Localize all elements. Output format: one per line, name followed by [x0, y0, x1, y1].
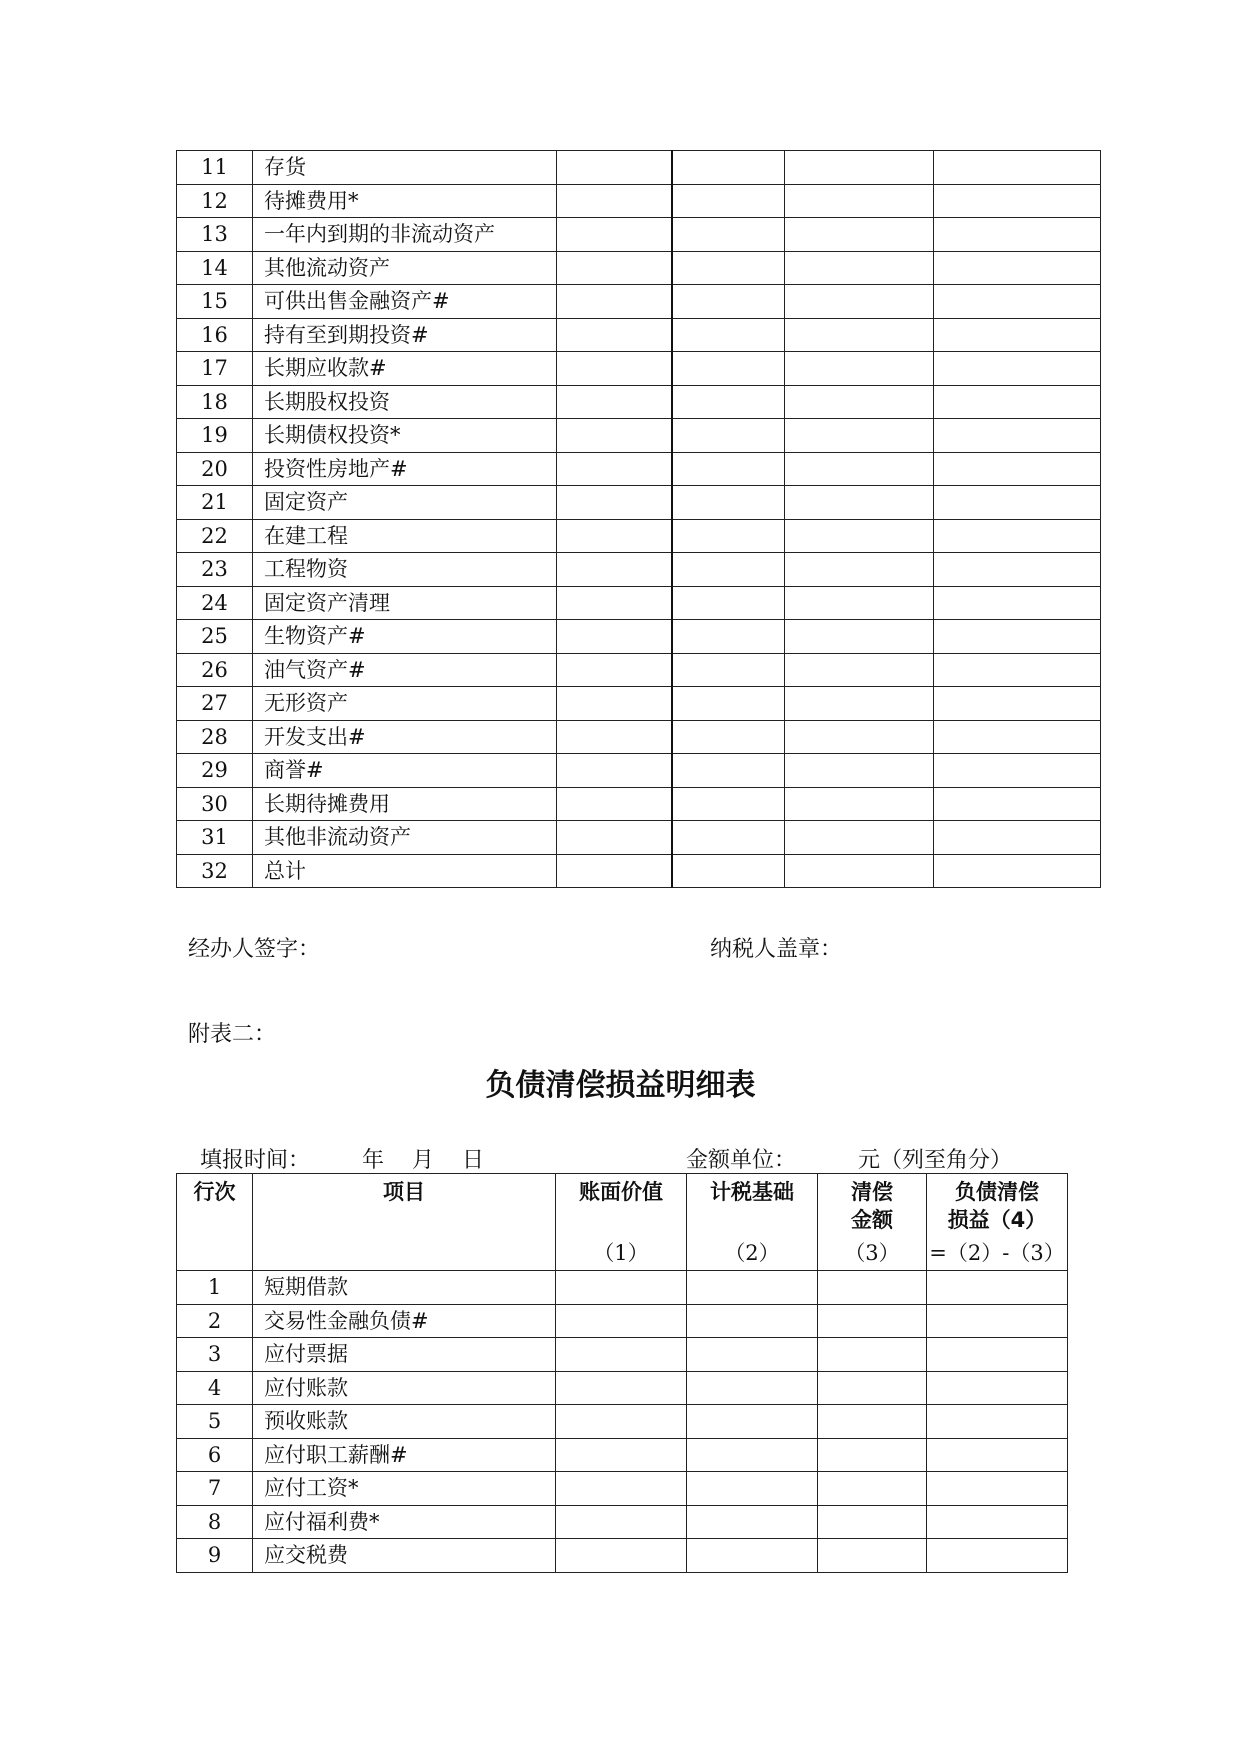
row-item: 商誉#	[253, 754, 557, 788]
value-cell	[785, 787, 934, 821]
value-cell	[557, 218, 672, 252]
row-item: 应付票据	[253, 1338, 556, 1372]
asset-row	[177, 754, 1101, 788]
value-cell	[785, 720, 934, 754]
row-number: 20	[177, 452, 253, 486]
amount-unit-label: 金额单位：	[686, 1148, 797, 1173]
row-number: 9	[177, 1539, 253, 1573]
value-cell	[672, 419, 785, 453]
value-cell	[556, 1304, 687, 1338]
value-cell	[672, 854, 785, 888]
row-item: 长期待摊费用	[253, 787, 557, 821]
value-cell	[687, 1405, 818, 1439]
value-cell	[934, 519, 1101, 553]
value-cell	[785, 285, 934, 319]
row-item: 持有至到期投资#	[253, 318, 557, 352]
value-cell	[556, 1539, 687, 1573]
value-cell	[672, 787, 785, 821]
value-cell	[785, 352, 934, 386]
value-cell	[818, 1438, 927, 1472]
row-item: 应付账款	[253, 1371, 556, 1405]
value-cell	[785, 385, 934, 419]
value-cell	[785, 486, 934, 520]
liability-row	[177, 1472, 1068, 1506]
value-cell	[672, 821, 785, 855]
asset-row	[177, 821, 1101, 855]
header-book-value-label: 账面价值	[579, 1180, 663, 1204]
value-cell	[557, 452, 672, 486]
row-number: 12	[177, 184, 253, 218]
row-item: 应付福利费*	[253, 1505, 556, 1539]
asset-row	[177, 486, 1101, 520]
liability-row	[177, 1505, 1068, 1539]
header-payment-line1: 清偿	[851, 1180, 893, 1204]
header-item	[253, 1174, 556, 1271]
row-number: 6	[177, 1438, 253, 1472]
liability-row	[177, 1371, 1068, 1405]
value-cell	[557, 184, 672, 218]
value-cell	[687, 1472, 818, 1506]
header-gainloss-line2: 损益（4）	[947, 1208, 1047, 1232]
value-cell	[927, 1271, 1068, 1305]
header-payment-line2: 金额	[851, 1208, 893, 1232]
asset-detail-table	[176, 150, 1101, 888]
value-cell	[934, 452, 1101, 486]
value-cell	[818, 1304, 927, 1338]
row-number: 32	[177, 854, 253, 888]
asset-row	[177, 787, 1101, 821]
amount-unit-value: 元（列至角分）	[858, 1148, 1013, 1173]
value-cell	[672, 318, 785, 352]
value-cell	[934, 352, 1101, 386]
header-item-label: 项目	[383, 1180, 425, 1204]
value-cell	[785, 553, 934, 587]
row-item: 一年内到期的非流动资产	[253, 218, 557, 252]
row-number: 27	[177, 687, 253, 721]
value-cell	[672, 720, 785, 754]
value-cell	[557, 787, 672, 821]
asset-row	[177, 184, 1101, 218]
fill-date-placeholder: 年 月 日	[362, 1148, 484, 1173]
value-cell	[557, 151, 672, 185]
handler-signature-label: 经办人签字：	[188, 937, 321, 962]
row-item: 长期债权投资*	[253, 419, 557, 453]
value-cell	[557, 318, 672, 352]
value-cell	[557, 419, 672, 453]
value-cell	[785, 452, 934, 486]
row-number: 8	[177, 1505, 253, 1539]
value-cell	[556, 1371, 687, 1405]
row-number: 17	[177, 352, 253, 386]
value-cell	[557, 653, 672, 687]
row-item: 应付职工薪酬#	[253, 1438, 556, 1472]
asset-row	[177, 553, 1101, 587]
value-cell	[934, 486, 1101, 520]
value-cell	[785, 821, 934, 855]
value-cell	[785, 151, 934, 185]
value-cell	[927, 1338, 1068, 1372]
row-number: 14	[177, 251, 253, 285]
value-cell	[927, 1539, 1068, 1573]
row-item: 开发支出#	[253, 720, 557, 754]
value-cell	[687, 1271, 818, 1305]
value-cell	[785, 687, 934, 721]
row-number: 7	[177, 1472, 253, 1506]
liability-row	[177, 1438, 1068, 1472]
row-item: 固定资产清理	[253, 586, 557, 620]
value-cell	[557, 720, 672, 754]
row-item: 待摊费用*	[253, 184, 557, 218]
value-cell	[785, 218, 934, 252]
row-item: 生物资产#	[253, 620, 557, 654]
page-title: 负债清偿损益明细表	[485, 1068, 756, 1103]
value-cell	[557, 352, 672, 386]
value-cell	[672, 218, 785, 252]
taxpayer-seal-label: 纳税人盖章：	[710, 937, 843, 962]
row-item: 可供出售金融资产#	[253, 285, 557, 319]
row-number: 11	[177, 151, 253, 185]
value-cell	[557, 821, 672, 855]
row-number: 23	[177, 553, 253, 587]
row-number: 4	[177, 1371, 253, 1405]
asset-table-body	[177, 151, 1101, 888]
value-cell	[934, 586, 1101, 620]
asset-row	[177, 586, 1101, 620]
value-cell	[557, 519, 672, 553]
row-item: 预收账款	[253, 1405, 556, 1439]
value-cell	[818, 1472, 927, 1506]
header-row-no	[177, 1174, 253, 1271]
value-cell	[687, 1338, 818, 1372]
row-number: 31	[177, 821, 253, 855]
value-cell	[687, 1539, 818, 1573]
value-cell	[785, 620, 934, 654]
value-cell	[818, 1505, 927, 1539]
value-cell	[927, 1304, 1068, 1338]
value-cell	[557, 385, 672, 419]
value-cell	[785, 854, 934, 888]
value-cell	[934, 653, 1101, 687]
table-header-row	[177, 1174, 1068, 1271]
header-book-value	[556, 1174, 687, 1271]
row-number: 18	[177, 385, 253, 419]
header-book-value-sub: （1）	[593, 1241, 649, 1265]
value-cell	[687, 1505, 818, 1539]
value-cell	[934, 553, 1101, 587]
header-gainloss-line1: 负债清偿	[955, 1180, 1039, 1204]
asset-row	[177, 687, 1101, 721]
liability-table-body	[177, 1174, 1068, 1573]
value-cell	[818, 1539, 927, 1573]
value-cell	[934, 385, 1101, 419]
asset-row	[177, 151, 1101, 185]
value-cell	[557, 553, 672, 587]
row-number: 19	[177, 419, 253, 453]
asset-row	[177, 653, 1101, 687]
value-cell	[557, 285, 672, 319]
value-cell	[934, 787, 1101, 821]
row-number: 22	[177, 519, 253, 553]
row-number: 2	[177, 1304, 253, 1338]
value-cell	[672, 553, 785, 587]
header-row-no-label: 行次	[193, 1180, 236, 1204]
row-item: 存货	[253, 151, 557, 185]
value-cell	[818, 1371, 927, 1405]
value-cell	[785, 586, 934, 620]
value-cell	[672, 385, 785, 419]
value-cell	[927, 1505, 1068, 1539]
row-number: 1	[177, 1271, 253, 1305]
row-item: 其他非流动资产	[253, 821, 557, 855]
row-item: 交易性金融负债#	[253, 1304, 556, 1338]
value-cell	[557, 754, 672, 788]
row-number: 3	[177, 1338, 253, 1372]
value-cell	[934, 184, 1101, 218]
asset-row	[177, 218, 1101, 252]
asset-row	[177, 352, 1101, 386]
row-item: 长期应收款#	[253, 352, 557, 386]
header-tax-basis-sub: （2）	[724, 1241, 780, 1265]
value-cell	[557, 854, 672, 888]
value-cell	[557, 687, 672, 721]
value-cell	[556, 1405, 687, 1439]
asset-row	[177, 720, 1101, 754]
value-cell	[934, 854, 1101, 888]
header-payment-sub: （3）	[844, 1241, 900, 1265]
row-item: 长期股权投资	[253, 385, 557, 419]
value-cell	[818, 1271, 927, 1305]
value-cell	[557, 486, 672, 520]
value-cell	[672, 687, 785, 721]
value-cell	[556, 1472, 687, 1506]
value-cell	[927, 1438, 1068, 1472]
row-number: 5	[177, 1405, 253, 1439]
liability-row	[177, 1304, 1068, 1338]
row-item: 油气资产#	[253, 653, 557, 687]
asset-row	[177, 519, 1101, 553]
value-cell	[785, 419, 934, 453]
row-number: 21	[177, 486, 253, 520]
value-cell	[934, 251, 1101, 285]
value-cell	[818, 1405, 927, 1439]
row-item: 投资性房地产#	[253, 452, 557, 486]
row-number: 30	[177, 787, 253, 821]
value-cell	[556, 1505, 687, 1539]
value-cell	[934, 318, 1101, 352]
liability-row	[177, 1338, 1068, 1372]
row-number: 29	[177, 754, 253, 788]
row-item: 其他流动资产	[253, 251, 557, 285]
header-gainloss-formula: =（2）-（3）	[929, 1241, 1065, 1265]
value-cell	[934, 687, 1101, 721]
value-cell	[556, 1271, 687, 1305]
header-gain-loss	[927, 1174, 1068, 1271]
asset-row	[177, 452, 1101, 486]
value-cell	[672, 352, 785, 386]
value-cell	[934, 285, 1101, 319]
asset-row	[177, 854, 1101, 888]
fill-time-label: 填报时间：	[200, 1148, 311, 1173]
value-cell	[927, 1371, 1068, 1405]
row-item: 短期借款	[253, 1271, 556, 1305]
value-cell	[672, 653, 785, 687]
value-cell	[818, 1338, 927, 1372]
asset-row	[177, 318, 1101, 352]
value-cell	[785, 251, 934, 285]
value-cell	[672, 251, 785, 285]
value-cell	[934, 821, 1101, 855]
value-cell	[785, 519, 934, 553]
value-cell	[672, 754, 785, 788]
liability-settlement-table	[176, 1173, 1068, 1573]
row-number: 15	[177, 285, 253, 319]
row-number: 24	[177, 586, 253, 620]
value-cell	[785, 184, 934, 218]
value-cell	[557, 620, 672, 654]
value-cell	[556, 1338, 687, 1372]
value-cell	[934, 754, 1101, 788]
appendix-label: 附表二：	[188, 1022, 277, 1047]
value-cell	[672, 452, 785, 486]
asset-row	[177, 251, 1101, 285]
value-cell	[672, 285, 785, 319]
value-cell	[934, 218, 1101, 252]
liability-row	[177, 1271, 1068, 1305]
row-number: 13	[177, 218, 253, 252]
liability-row	[177, 1539, 1068, 1573]
liability-row	[177, 1405, 1068, 1439]
row-item: 固定资产	[253, 486, 557, 520]
value-cell	[557, 586, 672, 620]
value-cell	[785, 653, 934, 687]
asset-row	[177, 385, 1101, 419]
row-item: 应交税费	[253, 1539, 556, 1573]
value-cell	[785, 318, 934, 352]
header-tax-basis	[687, 1174, 818, 1271]
row-number: 16	[177, 318, 253, 352]
value-cell	[927, 1472, 1068, 1506]
row-item: 无形资产	[253, 687, 557, 721]
value-cell	[934, 151, 1101, 185]
row-item: 在建工程	[253, 519, 557, 553]
row-number: 25	[177, 620, 253, 654]
value-cell	[927, 1405, 1068, 1439]
value-cell	[672, 184, 785, 218]
value-cell	[557, 251, 672, 285]
asset-row	[177, 620, 1101, 654]
value-cell	[672, 486, 785, 520]
value-cell	[672, 151, 785, 185]
value-cell	[672, 519, 785, 553]
row-item: 应付工资*	[253, 1472, 556, 1506]
header-tax-basis-label: 计税基础	[710, 1180, 794, 1204]
row-number: 26	[177, 653, 253, 687]
row-number: 28	[177, 720, 253, 754]
row-item: 工程物资	[253, 553, 557, 587]
value-cell	[687, 1371, 818, 1405]
value-cell	[934, 620, 1101, 654]
value-cell	[672, 620, 785, 654]
value-cell	[672, 586, 785, 620]
asset-row	[177, 285, 1101, 319]
header-payment-amount	[818, 1174, 927, 1271]
value-cell	[687, 1438, 818, 1472]
value-cell	[934, 419, 1101, 453]
value-cell	[687, 1304, 818, 1338]
value-cell	[785, 754, 934, 788]
row-item: 总计	[253, 854, 557, 888]
value-cell	[556, 1438, 687, 1472]
asset-row	[177, 419, 1101, 453]
value-cell	[934, 720, 1101, 754]
